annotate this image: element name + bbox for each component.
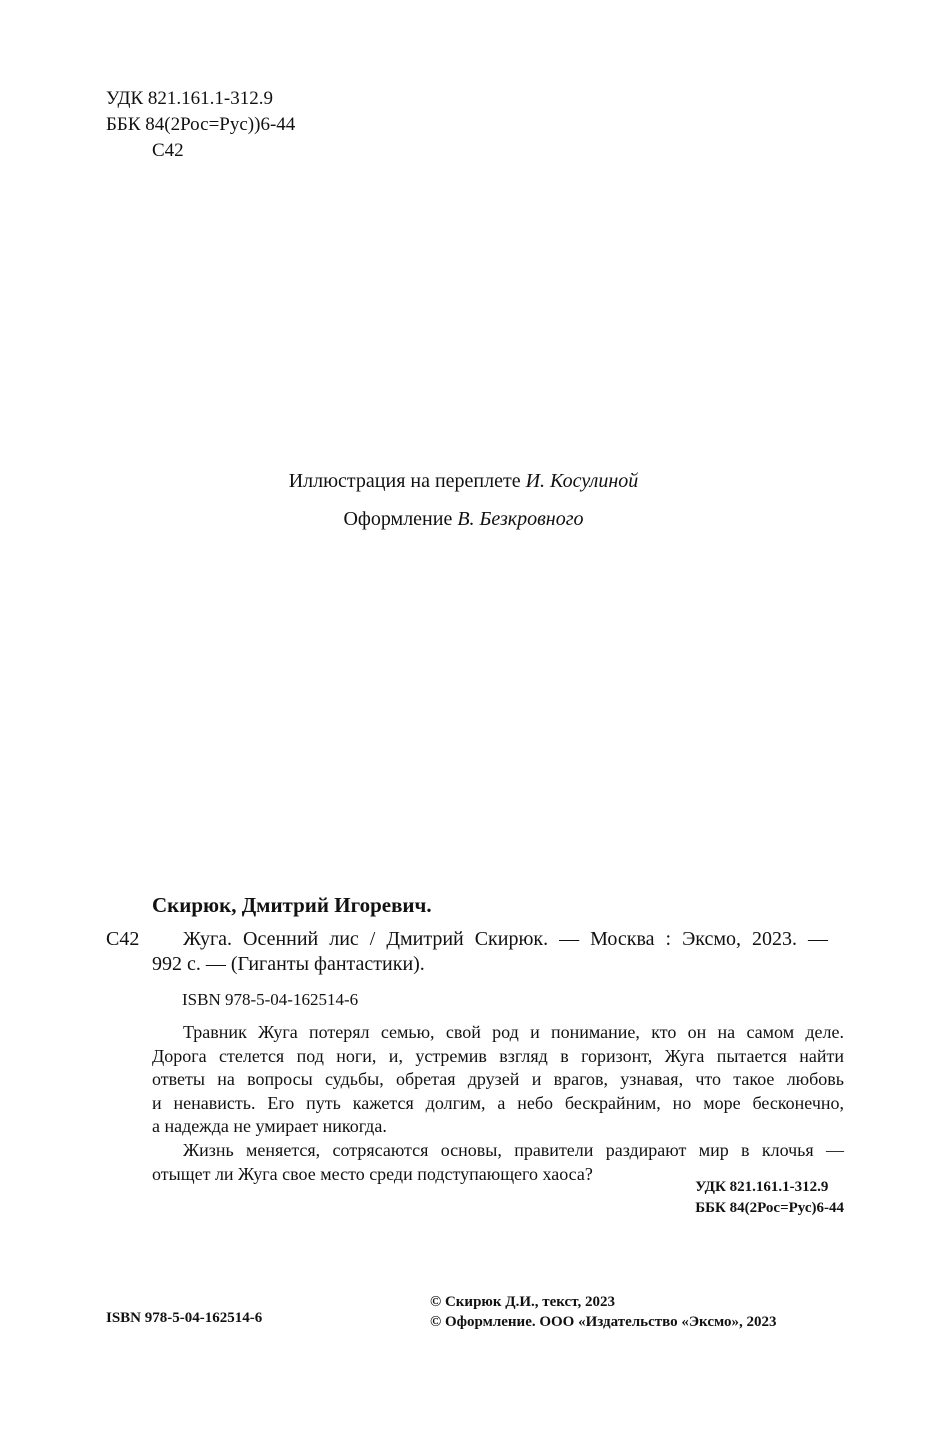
udk-code: УДК 821.161.1-312.9 [106, 88, 273, 109]
annotation-line: Жизнь меняется, сотрясаются основы, правители раздирают мир в клочья — [183, 1140, 844, 1160]
annotation-line: отыщет ли Жуга свое место среди подступающего хаоса? [152, 1163, 593, 1184]
record-author-mark: С42 [106, 928, 140, 950]
classification-codes-bottom [695, 1177, 844, 1219]
annotation-line: и ненависть. Его путь кажется долгим, а небо бескрайним, но море бесконечно, [152, 1092, 844, 1113]
design-label: Оформление [343, 508, 458, 530]
record-author-heading: Скирюк, Дмитрий Игоревич. [152, 893, 432, 917]
bbk-code-bottom: ББК 84(2Рос=Рус)6-44 [695, 1200, 844, 1216]
record-title-line: Жуга. Осенний лис / Дмитрий Скирюк. — Москва : Эксмо, 2023. — [183, 928, 828, 950]
annotation-line: Травник Жуга потерял семью, свой род и понимание, кто он на самом деле. [183, 1022, 844, 1042]
udk-code-bottom: УДК 821.161.1-312.9 [695, 1179, 829, 1195]
illustration-label: Иллюстрация на переплете [288, 470, 526, 492]
author-mark: С42 [152, 140, 184, 161]
annotation-line: а надежда не умирает никогда. [152, 1116, 387, 1137]
illustrator-name: И. Косулиной [525, 470, 639, 492]
classification-codes-top [106, 86, 295, 164]
bbk-code: ББК 84(2Рос=Рус))6-44 [106, 114, 296, 135]
design-credit [0, 508, 927, 531]
annotation-line: Дорога стелется под ноги, и, устремив взгляд в горизонт, Жуга пытается найти [152, 1045, 844, 1066]
copyright-design: © Оформление. ООО «Издательство «Эксмо», 2023 [430, 1314, 777, 1330]
copyright-text: © Скирюк Д.И., текст, 2023 [430, 1294, 615, 1310]
footer-isbn: ISBN 978-5-04-162514-6 [106, 1310, 263, 1326]
designer-name: В. Безкровного [457, 508, 584, 530]
copyright-block [430, 1292, 777, 1332]
annotation-line: ответы на вопросы судьбы, обретая друзей и врагов, узнавая, что такое любовь [152, 1069, 844, 1090]
record-pages-series-line: 992 с. — (Гиганты фантастики). [152, 953, 425, 975]
record-isbn: ISBN 978-5-04-162514-6 [182, 990, 359, 1009]
illustration-credit [0, 470, 927, 493]
annotation-paragraph-1 [152, 1021, 844, 1139]
